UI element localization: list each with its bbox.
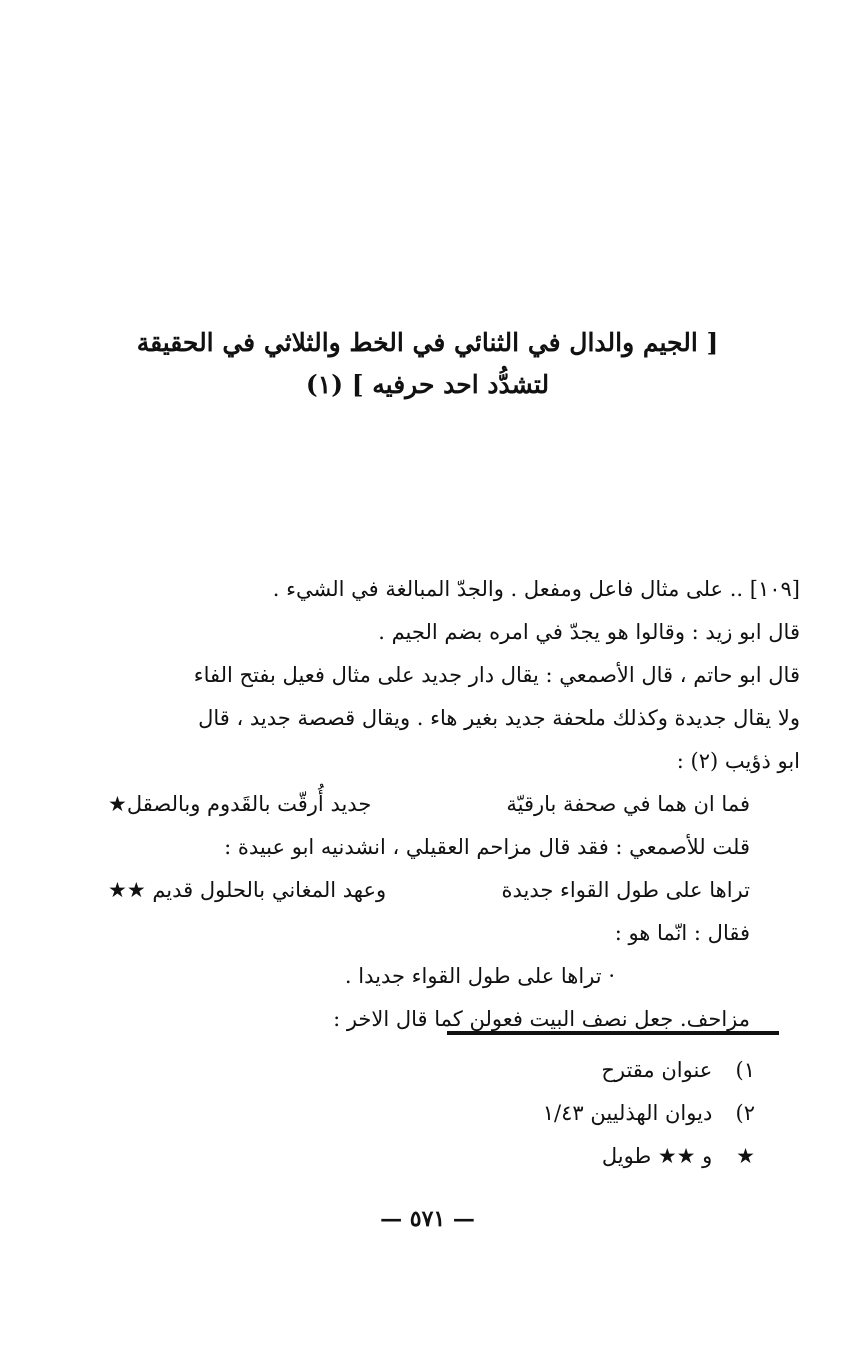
verse-1-second-hemistich: جديد أُرقّت بالقَدوم وبالصقل★ [108,792,372,816]
body-line-3: قال ابو حاتم ، قال الأصمعي : يقال دار جديد على مثال فعيل بفتح الفاء [193,663,800,687]
footnote-divider [447,1031,779,1035]
footnote-1 [455,1049,755,1092]
title-line-2: لتشدُّد احد حرفيه ] (١) [305,370,550,399]
body-line-quote: · تراها على طول القواء جديدا . [344,964,615,988]
body-line-4: ولا يقال جديدة وكذلك ملحفة جديد بغير هاء . ويقال قصصة جديد ، قال [198,706,800,730]
verse-2-first-hemistich: تراها على طول القواء جديدة [501,878,750,902]
body-line-2: قال ابو زيد : وقالوا هو يجدّ في امره بضم الجيم . [378,620,800,644]
footnote-3-text: و ★★ طويل [601,1144,713,1168]
verse-2 [60,869,800,912]
footnote-2 [455,1092,755,1135]
verse-1-first-hemistich: فما ان هما في صحفة بارقيّة [506,792,750,816]
verse-2-second-hemistich: وعهد المغاني بالحلول قديم ★★ [108,878,387,902]
page-number: — ٥٧١ — [380,1206,475,1232]
title-line-1: [ الجيم والدال في الثنائي في الخط والثلاثي في الحقيقة [136,328,719,357]
verse-1 [60,783,800,826]
body-line-after-verse-1: قلت للأصمعي : فقد قال مزاحم العقيلي ، انشدنيه ابو عبيدة : [224,835,750,859]
footnote-3 [455,1135,755,1178]
footnote-1-text: عنوان مقترح [601,1058,713,1082]
section-title [120,322,735,406]
body-text [60,568,800,1041]
footnote-3-number: ★ [736,1144,755,1168]
footnotes [455,1049,755,1178]
body-line-5: ابو ذؤيب (٢) : [676,749,800,773]
body-line-1: [١٠٩] .. على مثال فاعل ومفعل . والجدّ المبالغة في الشيء . [272,577,800,601]
footnote-2-text: ديوان الهذليين ١/٤٣ [542,1101,713,1125]
body-line-faqal: فقال : انّما هو : [614,921,750,945]
footnote-1-number: ١) [735,1058,755,1082]
body-line-last: مزاحف. جعل نصف البيت فعولن كما قال الاخر : [333,1007,750,1031]
footnote-2-number: ٢) [735,1101,755,1125]
